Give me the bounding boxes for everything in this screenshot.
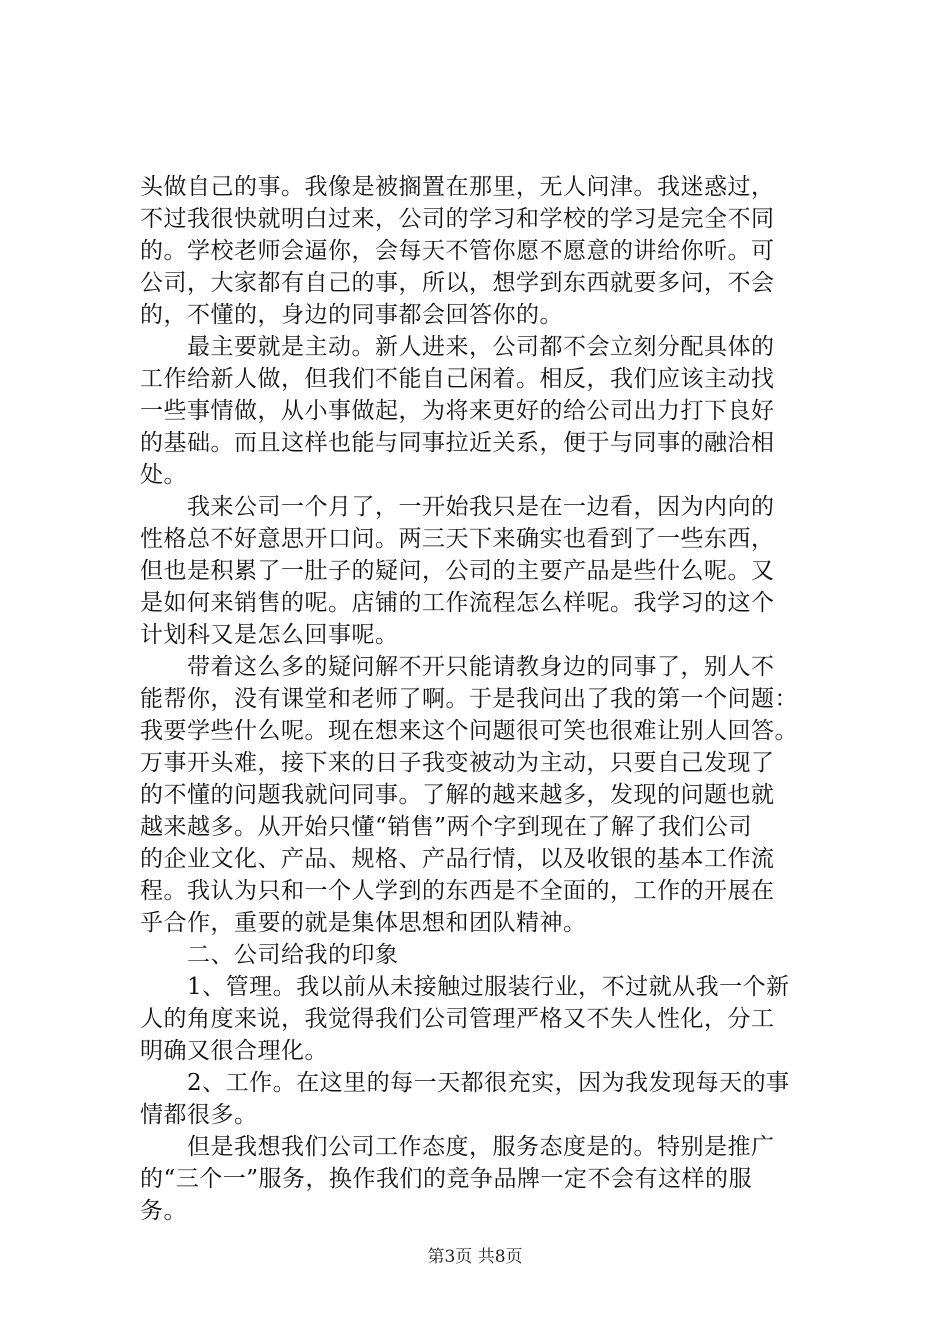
text-line: 程。我认为只和一个人学到的东西是不全面的，工作的开展在 (140, 878, 775, 904)
text-line: 1、管理。我以前从未接触过服装行业，不过就从我一个新 (140, 974, 790, 1000)
section-heading: 二、公司给我的印象 (140, 942, 399, 968)
text-line: 的。学校老师会逼你，会每天不管你愿不愿意的讲给你听。可 (140, 238, 775, 264)
text-line: 工作给新人做，但我们不能自己闲着。相反，我们应该主动找 (140, 366, 775, 392)
text-line: 越来越多。从开始只懂“销售”两个字到现在了解了我们公司 (140, 814, 753, 840)
text-line: 的，不懂的，身边的同事都会回答你的。 (140, 302, 563, 328)
text-line: 的“三个一”服务，换作我们的竞争品牌一定不会有这样的服 (140, 1166, 753, 1192)
text-line: 人的角度来说，我觉得我们公司管理严格又不失人性化，分工 (140, 1006, 775, 1032)
text-line: 明确又很合理化。 (140, 1038, 328, 1064)
text-line: 的不懂的问题我就问同事。了解的越来越多，发现的问题也就 (140, 782, 775, 808)
text-line: 不过我很快就明白过来，公司的学习和学校的学习是完全不同 (140, 206, 775, 232)
text-line: 最主要就是主动。新人进来，公司都不会立刻分配具体的 (140, 334, 775, 360)
text-line: 带着这么多的疑问解不开只能请教身边的同事了，别人不 (140, 654, 775, 680)
page-number-footer: 第3页 共8页 (427, 1247, 523, 1267)
text-line: 是如何来销售的呢。店铺的工作流程怎么样呢。我学习的这个 (140, 590, 775, 616)
text-line: 计划科又是怎么回事呢。 (140, 622, 399, 648)
text-line: 公司，大家都有自己的事，所以，想学到东西就要多问，不会 (140, 270, 775, 296)
text-line: 但也是积累了一肚子的疑问，公司的主要产品是些什么呢。又 (140, 558, 775, 584)
text-line: 一些事情做，从小事做起，为将来更好的给公司出力打下良好 (140, 398, 775, 424)
text-line: 2、工作。在这里的每一天都很充实，因为我发现每天的事 (140, 1070, 790, 1096)
text-line: 能帮你，没有课堂和老师了啊。于是我问出了我的第一个问题： (140, 686, 798, 712)
text-line: 乎合作，重要的就是集体思想和团队精神。 (140, 910, 587, 936)
text-line: 但是我想我们公司工作态度，服务态度是的。特别是推广 (140, 1134, 775, 1160)
text-line: 处。 (140, 462, 187, 488)
text-line: 情都很多。 (140, 1102, 258, 1128)
text-line: 性格总不好意思开口问。两三天下来确实也看到了一些东西， (140, 526, 775, 552)
text-line: 我来公司一个月了，一开始我只是在一边看，因为内向的 (140, 494, 775, 520)
text-line: 万事开头难，接下来的日子我变被动为主动，只要自己发现了 (140, 750, 775, 776)
text-line: 务。 (140, 1198, 187, 1224)
text-line: 头做自己的事。我像是被搁置在那里，无人问津。我迷惑过， (140, 174, 775, 200)
text-line: 的企业文化、产品、规格、产品行情，以及收银的基本工作流 (140, 846, 775, 872)
text-line: 我要学些什么呢。现在想来这个问题很可笑也很难让别人回答。 (140, 718, 798, 744)
text-line: 的基础。而且这样也能与同事拉近关系，便于与同事的融洽相 (140, 430, 775, 456)
